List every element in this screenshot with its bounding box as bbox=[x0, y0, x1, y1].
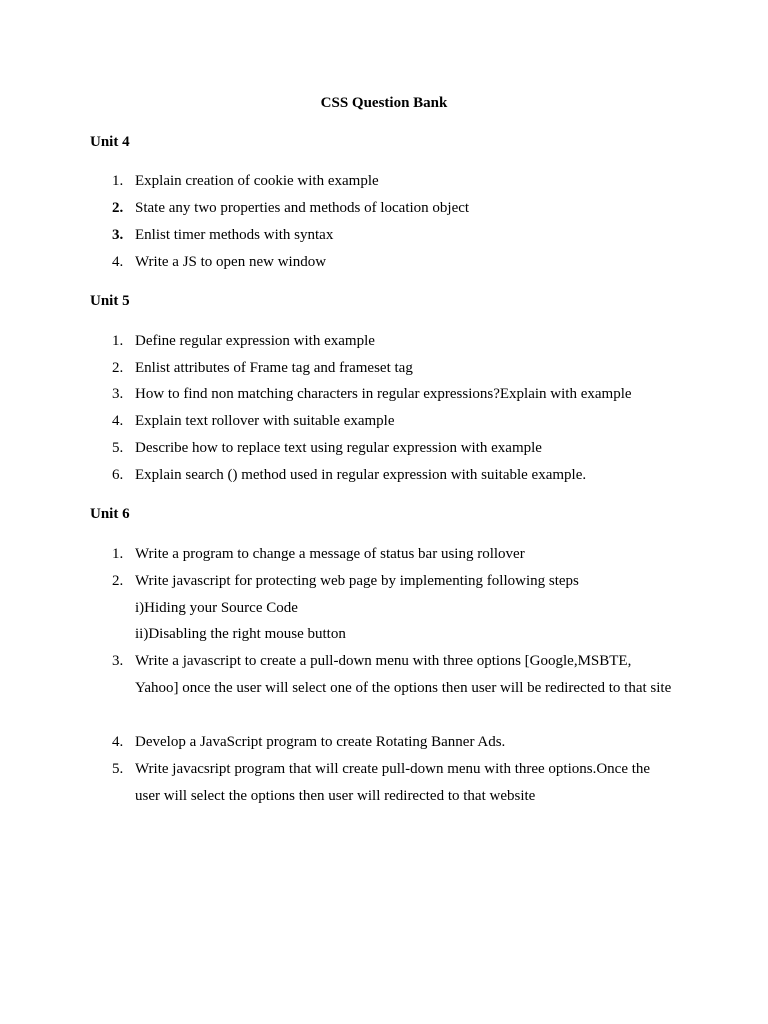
list-item-text: Write javacsript program that will create pull-down menu with three options.Once the bbox=[135, 761, 651, 777]
list-item-number: 6. bbox=[112, 467, 124, 483]
list-item-number: 4. bbox=[112, 254, 124, 270]
list-item-text: Write a program to change a message of status bar using rollover bbox=[135, 546, 525, 562]
list-item-number: 5. bbox=[112, 761, 124, 777]
list-item-number: 4. bbox=[112, 734, 124, 750]
unit-4-heading: Unit 4 bbox=[90, 134, 130, 150]
list-item-text: user will select the options then user will redirected to that website bbox=[135, 788, 536, 804]
list-item-text: Describe how to replace text using regular expression with example bbox=[135, 440, 542, 456]
list-item-number: 1. bbox=[112, 333, 124, 349]
unit-5-heading: Unit 5 bbox=[90, 293, 130, 309]
list-item-text: Develop a JavaScript program to create Rotating Banner Ads. bbox=[135, 734, 506, 750]
list-subitem-text: ii)Disabling the right mouse button bbox=[135, 626, 346, 642]
list-item-number: 1. bbox=[112, 546, 124, 562]
list-item-number: 5. bbox=[112, 440, 124, 456]
list-subitem-text: i)Hiding your Source Code bbox=[135, 600, 298, 616]
list-item-number: 3. bbox=[112, 386, 124, 402]
list-item-number: 3. bbox=[112, 227, 124, 243]
list-item-text: Explain text rollover with suitable example bbox=[135, 413, 395, 429]
list-item-number: 1. bbox=[112, 173, 124, 189]
list-item-number: 2. bbox=[112, 200, 124, 216]
list-item-number: 2. bbox=[112, 573, 124, 589]
list-item-text: Write javascript for protecting web page by implementing following steps bbox=[135, 573, 579, 589]
list-item-text: State any two properties and methods of location object bbox=[135, 200, 470, 216]
list-item-number: 2. bbox=[112, 360, 124, 376]
list-item-text: Enlist attributes of Frame tag and frameset tag bbox=[135, 360, 413, 376]
list-item-text: How to find non matching characters in regular expressions?Explain with example bbox=[135, 386, 632, 402]
list-item-text: Write a javascript to create a pull-down menu with three options [Google,MSBTE, bbox=[135, 653, 632, 669]
list-item-text: Define regular expression with example bbox=[135, 333, 375, 349]
unit-6-heading: Unit 6 bbox=[90, 506, 130, 522]
list-item-text: Enlist timer methods with syntax bbox=[135, 227, 334, 243]
list-item-text: Write a JS to open new window bbox=[135, 254, 327, 270]
list-item-text: Yahoo] once the user will select one of the options then user will be redirected to that site bbox=[135, 680, 672, 696]
list-item-number: 4. bbox=[112, 413, 124, 429]
list-item-text: Explain search () method used in regular expression with suitable example. bbox=[135, 467, 587, 483]
page-title: CSS Question Bank bbox=[320, 95, 448, 111]
list-item-number: 3. bbox=[112, 653, 124, 669]
list-item-text: Explain creation of cookie with example bbox=[135, 173, 379, 189]
